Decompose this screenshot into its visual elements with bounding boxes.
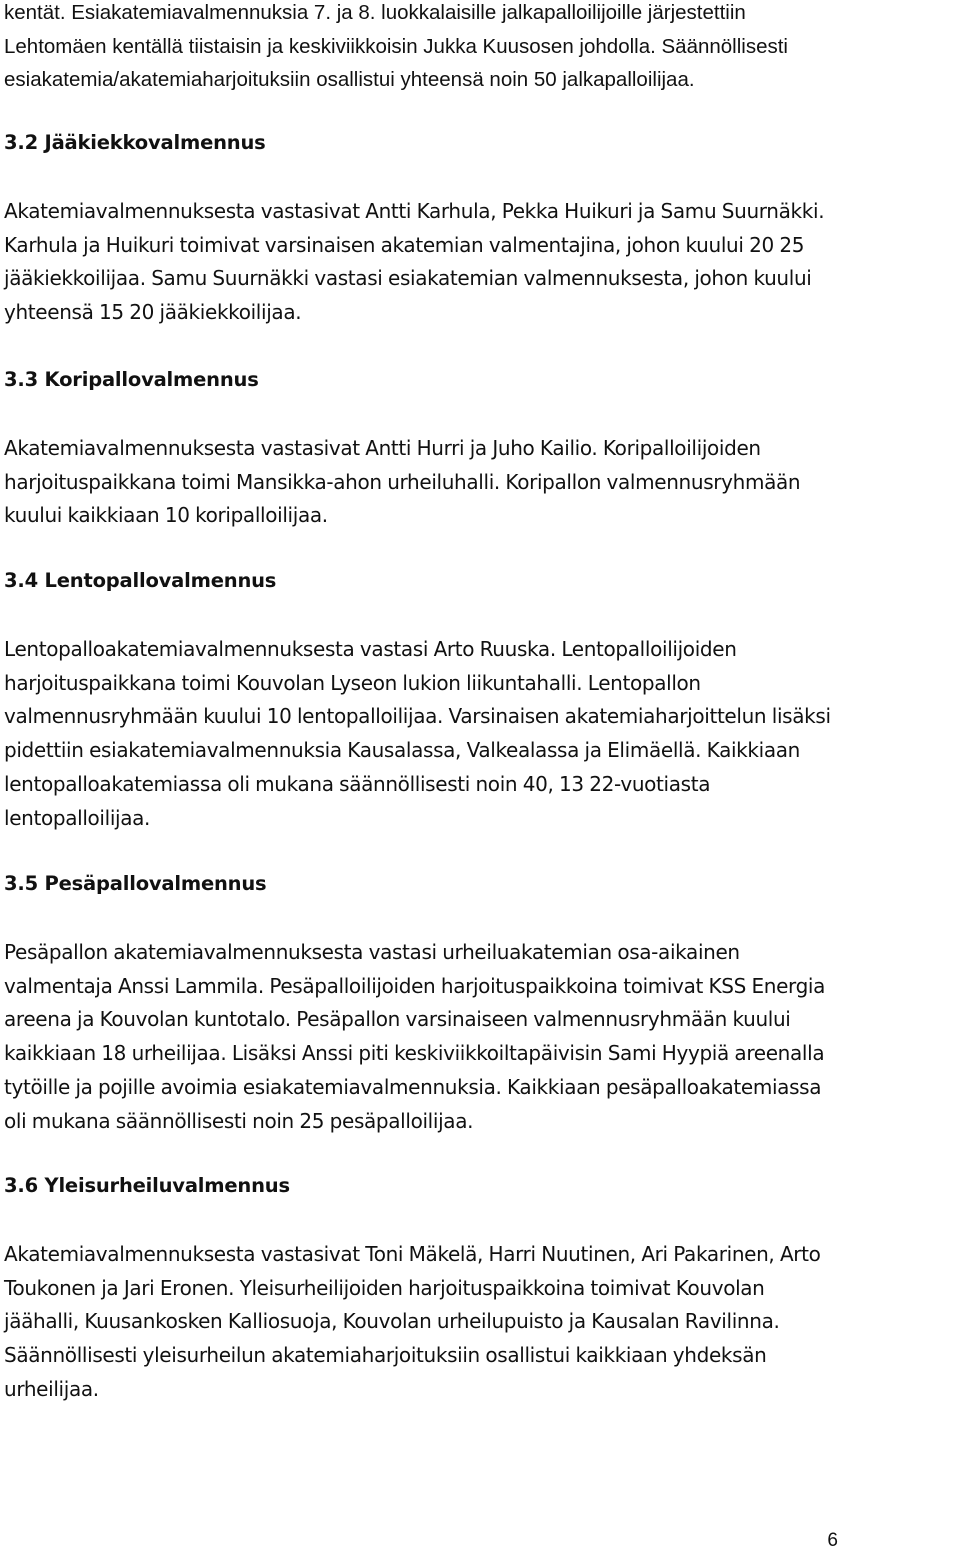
text-line: oli mukana säännöllisesti noin 25 pesäpalloilijaa. — [4, 1108, 474, 1133]
text-line: lentopalloilijaa. — [4, 805, 151, 830]
text-line: Säännöllisesti yleisurheilun akatemiaharjoituksiin osallistui kaikkiaan yhdeksän — [4, 1343, 767, 1368]
section-heading: 3.3 Koripallovalmennus — [4, 368, 259, 391]
section-yleisurheilu — [4, 1172, 960, 1407]
section-koripallo — [4, 366, 960, 533]
text-line: Toukonen ja Jari Eronen. Yleisurheilijoiden harjoituspaikkoina toimivat Kouvolan — [4, 1275, 765, 1300]
text-line: kaikkiaan 18 urheilijaa. Lisäksi Anssi piti keskiviikkoiltapäivisin Sami Hyypiä areenalla — [4, 1041, 825, 1066]
text-line: kuului kaikkiaan 10 koripalloilijaa. — [4, 503, 328, 528]
text-line: esiakatemia/akatemiaharjoituksiin osallistui yhteensä noin 50 jalkapalloilijaa. — [4, 68, 695, 91]
text-line: jääkiekkoilijaa. Samu Suurnäkki vastasi esiakatemian valmennuksesta, johon kuului — [4, 266, 812, 291]
intro-paragraph — [4, 0, 958, 97]
section-heading: 3.2 Jääkiekkovalmennus — [4, 131, 266, 154]
section-paragraph — [4, 1238, 960, 1407]
text-line: yhteensä 15 20 jääkiekkoilijaa. — [4, 300, 302, 325]
text-line: jäähalli, Kuusankosken Kalliosuoja, Kouvolan urheilupuisto ja Kausalan Ravilinna. — [4, 1309, 780, 1334]
section-heading: 3.5 Pesäpallovalmennus — [4, 872, 267, 895]
page-number: 6 — [827, 1530, 838, 1551]
section-paragraph — [4, 633, 960, 835]
text-line: Pesäpallon akatemiavalmennuksesta vastasi urheiluakatemian osa-aikainen — [4, 940, 740, 964]
text-line: valmennusryhmään kuului 10 lentopalloilijaa. Varsinaisen akatemiaharjoittelun lisäksi — [4, 704, 831, 729]
text-line: areena ja Kouvolan kuntotalo. Pesäpallon varsinaiseen valmennusryhmään kuului — [4, 1007, 791, 1032]
text-line: Akatemiavalmennuksesta vastasivat Toni Mäkelä, Harri Nuutinen, Ari Pakarinen, Arto — [4, 1242, 821, 1266]
section-lentopallo — [4, 567, 960, 835]
section-paragraph — [4, 195, 960, 330]
text-line: valmentaja Anssi Lammila. Pesäpalloilijoiden harjoituspaikkoina toimivat KSS Energia — [4, 973, 826, 998]
text-line: Karhula ja Huikuri toimivat varsinaisen akatemian valmentajina, johon kuului 20 25 — [4, 232, 805, 257]
section-pesapallo — [4, 870, 960, 1138]
text-line: Akatemiavalmennuksesta vastasivat Antti Karhula, Pekka Huikuri ja Samu Suurnäkki. — [4, 199, 825, 223]
text-line: kentät. Esiakatemiavalmennuksia 7. ja 8. luokkalaisille jalkapalloilijoille järjestettiin — [4, 1, 746, 24]
section-heading: 3.4 Lentopallovalmennus — [4, 569, 277, 592]
text-line: lentopalloakatemiassa oli mukana säännöllisesti noin 40, 13 22-vuotiasta — [4, 771, 711, 796]
text-line: Akatemiavalmennuksesta vastasivat Antti Hurri ja Juho Kailio. Koripalloilijoiden — [4, 436, 761, 460]
text-line: harjoituspaikkana toimi Mansikka-ahon urheiluhalli. Koripallon valmennusryhmään — [4, 469, 801, 494]
text-line: pidettiin esiakatemiavalmennuksia Kausalassa, Valkealassa ja Elimäellä. Kaikkiaan — [4, 738, 800, 763]
section-jaakiekko — [4, 129, 960, 330]
section-paragraph — [4, 936, 960, 1138]
section-paragraph — [4, 432, 960, 533]
text-line: Lentopalloakatemiavalmennuksesta vastasi Arto Ruuska. Lentopalloilijoiden — [4, 637, 737, 661]
text-line: harjoituspaikkana toimi Kouvolan Lyseon lukion liikuntahalli. Lentopallon — [4, 670, 701, 695]
document-page — [4, 0, 958, 1401]
text-line: Lehtomäen kentällä tiistaisin ja keskiviikkoisin Jukka Kuusosen johdolla. Säännöllisesti — [4, 34, 788, 58]
text-line: tytöille ja pojille avoimia esiakatemiavalmennuksia. Kaikkiaan pesäpalloakatemiassa — [4, 1074, 822, 1099]
text-line: urheilijaa. — [4, 1376, 99, 1401]
section-heading: 3.6 Yleisurheiluvalmennus — [4, 1174, 290, 1197]
